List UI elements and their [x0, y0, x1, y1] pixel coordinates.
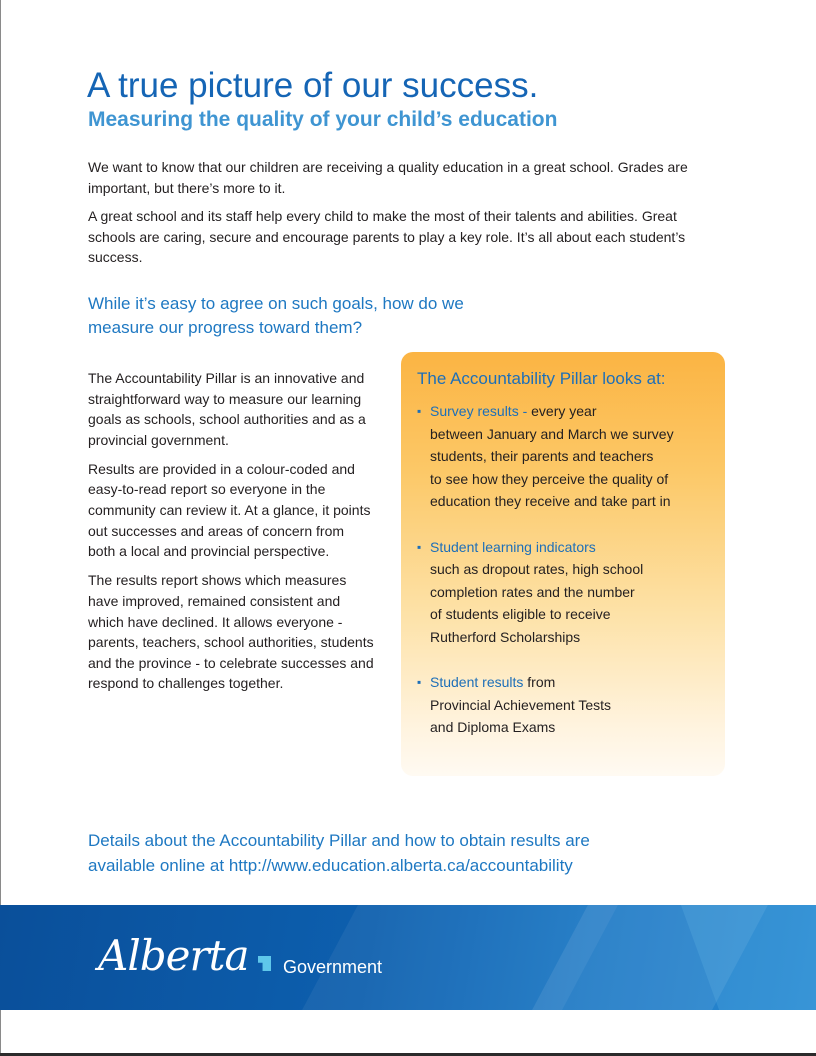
- details-line-2: available online at http://www.education.alberta.ca/accountability: [88, 856, 573, 875]
- callout-item-label: Student learning indicators: [430, 538, 596, 555]
- callout-item-text: education they receive and take part in: [430, 493, 671, 509]
- callout-item-text: and Diploma Exams: [430, 719, 556, 735]
- callout-item-text: Rutherford Scholarships: [430, 628, 581, 645]
- question-line-2: measure our progress toward them?: [88, 318, 363, 337]
- callout-item-student-results: [417, 671, 717, 739]
- left-paragraph-2: Results are provided in a colour-coded and easy-to-read report so everyone in the community can review it. At a glance, it points out successes and areas of concern from both a local and provincial perspective.: [88, 460, 371, 560]
- bullet-icon: ▪: [417, 539, 422, 554]
- left-paragraph-3: The results report shows which measures have improved, remained consistent and which have declined. It allows everyone - parents, teachers, school authorities, students and the province - to celebrate successes and respond to challenges together.: [88, 572, 374, 692]
- callout-item-text: students, their parents and teachers: [430, 448, 654, 464]
- callout-item-text: to see how they perceive the quality of: [430, 470, 669, 487]
- left-column: [88, 368, 374, 702]
- details-note: [88, 828, 688, 878]
- page-border-left: [0, 0, 1, 1056]
- left-paragraph-1: The Accountability Pillar is an innovative and straightforward way to measure our learning goals as schools, school authorities and as a provincial government.: [88, 370, 366, 448]
- government-label: Government: [283, 957, 383, 977]
- callout-item-text: such as dropout rates, high school: [430, 561, 644, 577]
- page-subtitle: Measuring the quality of your child’s education: [88, 108, 558, 131]
- callout-list: [417, 400, 717, 762]
- intro-paragraph-1: We want to know that our children are receiving a quality education in a great school. Grades are important, but there’s more to it.: [88, 159, 688, 196]
- bullet-icon: ▪: [417, 404, 422, 418]
- callout-item-text: of students eligible to receive: [430, 606, 611, 622]
- page-title: A true picture of our success.: [87, 66, 539, 105]
- callout-item-text: Provincial Achievement Tests: [430, 696, 612, 713]
- alberta-wordmark: Alberta: [98, 931, 249, 980]
- section-question: [88, 292, 528, 340]
- callout-item-label: Survey results -: [430, 403, 528, 419]
- callout-item-text: from: [527, 674, 556, 690]
- callout-item-text: every year: [531, 403, 597, 419]
- question-line-1: While it’s easy to agree on such goals, how do we: [88, 294, 464, 313]
- callout-item-label: Student results: [430, 674, 524, 690]
- callout-item-text: between January and March we survey: [430, 425, 674, 442]
- accountability-callout-box: [401, 352, 725, 776]
- callout-title: The Accountability Pillar looks at:: [417, 369, 666, 388]
- callout-item-survey-results: [417, 400, 717, 513]
- callout-item-learning-indicators: [417, 536, 717, 649]
- bullet-icon: ▪: [417, 675, 422, 689]
- callout-item-text: completion rates and the number: [430, 583, 635, 600]
- details-line-1: Details about the Accountability Pillar and how to obtain results are: [88, 831, 590, 850]
- intro-section: [88, 157, 728, 276]
- intro-paragraph-2: A great school and its staff help every child to make the most of their talents and abilities. Great schools are caring, secure and encourage parents to play a key role. It’s all about each student’s success.: [88, 208, 686, 265]
